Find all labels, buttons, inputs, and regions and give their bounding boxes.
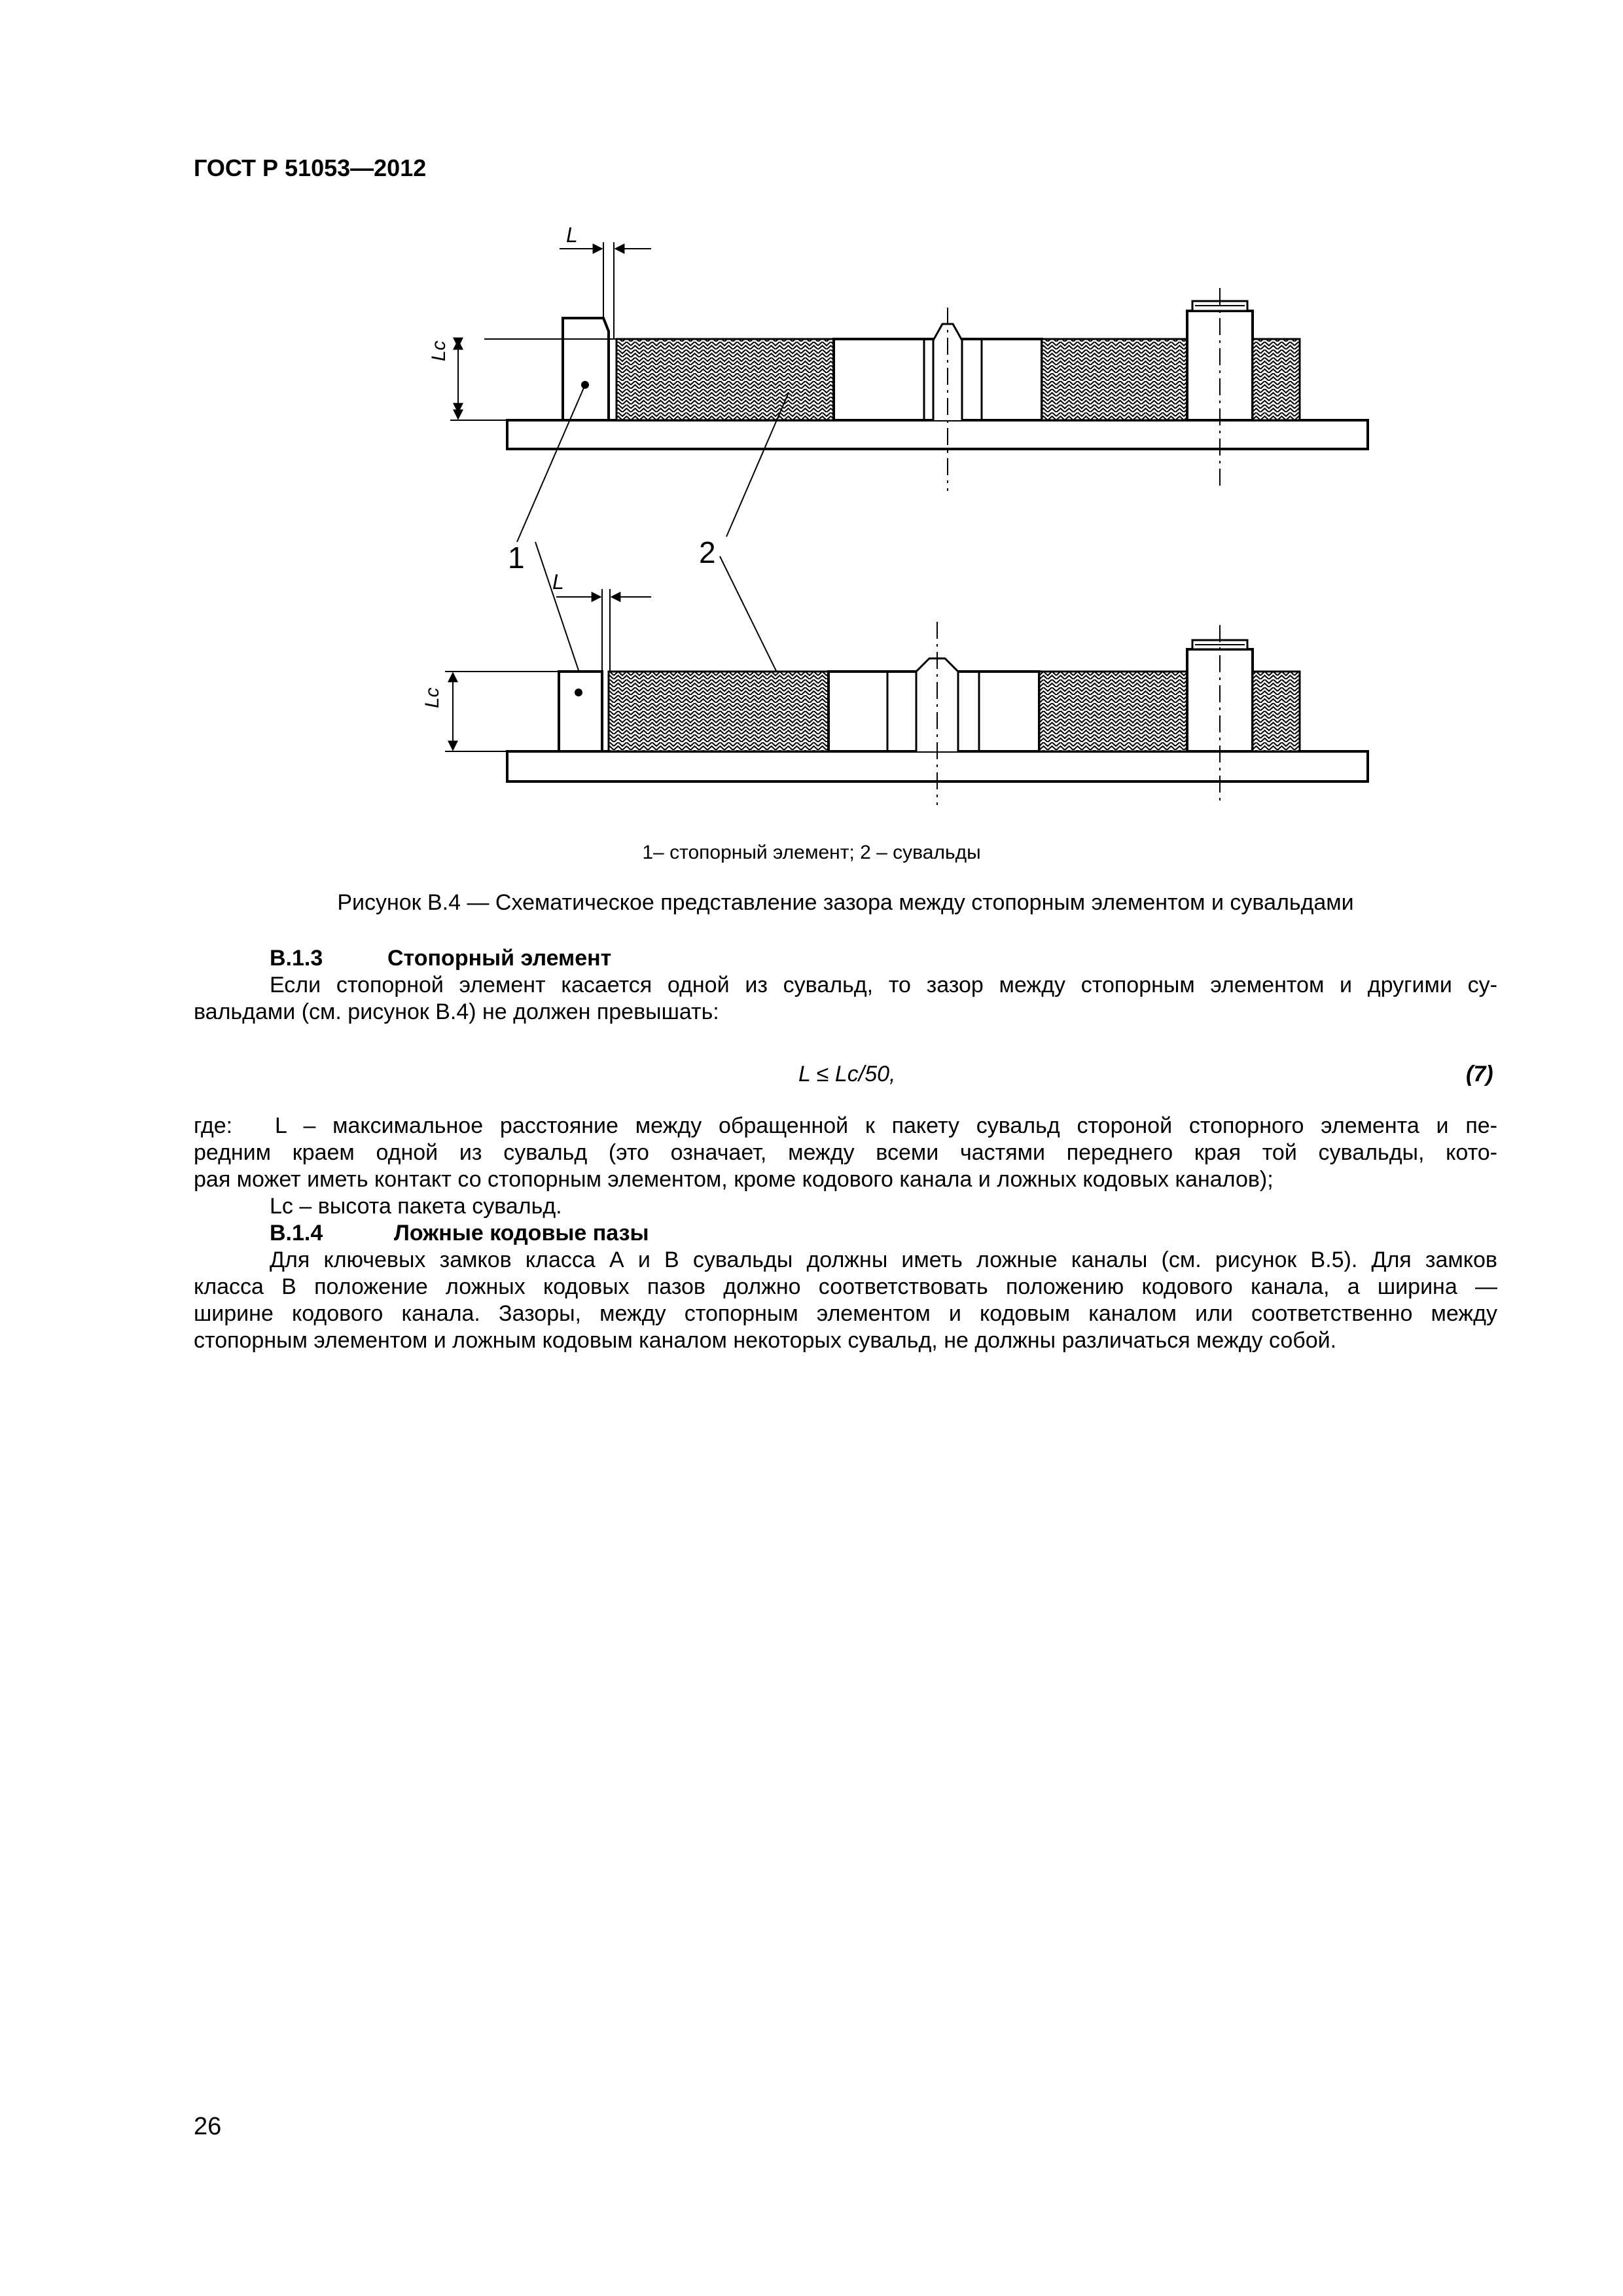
lever-pack-right	[1042, 339, 1187, 420]
definition-line: Lc – высота пакета сувальд.	[270, 1194, 562, 1219]
section-title: Стопорный элемент	[387, 946, 612, 971]
equation: L ≤ Lc/50,	[798, 1062, 896, 1086]
top-assembly	[428, 223, 1368, 491]
document-header: ГОСТ Р 51053—2012	[194, 154, 427, 181]
dim-label-L-bottom: L	[552, 570, 564, 594]
base-plate	[507, 420, 1368, 449]
leader-1-top	[517, 385, 585, 542]
dim-label-L-top: L	[566, 223, 578, 247]
paragraph-line: класса В положение ложных кодовых пазов должно соответствовать положению кодового канала, а ширина —	[194, 1274, 1497, 1299]
definition-line: рая может иметь контакт со стопорным элементом, кроме кодового канала и ложных кодовых каналов);	[194, 1167, 1274, 1192]
lever-pack-left	[616, 339, 834, 420]
stop-element	[563, 318, 609, 420]
figure-caption: Рисунок В.4 — Схематическое представление зазора между стопорным элементом и сувальдами	[337, 890, 1354, 915]
definition-line: редним краем одной из сувальд (это означает, между всеми частями переднего края той сувальды, кото-	[194, 1140, 1497, 1165]
paragraph-line: Для ключевых замков класса А и В сувальды должны иметь ложные каналы (см. рисунок В.5). Для замков	[270, 1247, 1497, 1272]
lever-pack-right-bottom	[1039, 672, 1187, 751]
stop-element-bottom	[559, 672, 602, 751]
paragraph-line: Если стопорной элемент касается одной из сувальд, то зазор между стопорным элементом и другими су-	[270, 973, 1497, 997]
callout-2: 2	[699, 535, 716, 569]
bottom-assembly	[421, 570, 1368, 805]
section-number: В.1.4	[270, 1221, 323, 1246]
lever-pack-far-right	[1253, 339, 1300, 420]
where-label: где:	[194, 1113, 233, 1138]
page-number: 26	[194, 2113, 222, 2140]
section-b14-heading	[270, 1220, 649, 1247]
section-title: Ложные кодовые пазы	[394, 1221, 649, 1246]
callout-1: 1	[508, 541, 525, 575]
dim-label-Lc-bottom: Lc	[421, 687, 443, 708]
figure-b4	[393, 216, 1387, 841]
paragraph-line: стопорным элементом и ложным кодовым каналом некоторых сувальд, не должны различаться между собой.	[194, 1328, 1337, 1353]
paragraph-line: ширине кодового канала. Зазоры, между стопорным элементом и кодовым каналом или соответственно между	[194, 1301, 1497, 1326]
dim-label-Lc-top: Lc	[428, 340, 450, 361]
lock-diagram	[393, 216, 1387, 838]
section-number: В.1.3	[270, 946, 323, 971]
leader-1-bottom	[535, 542, 582, 682]
equation-number: (7)	[1466, 1062, 1493, 1086]
figure-legend: 1– стопорный элемент; 2 – сувальды	[642, 842, 981, 863]
definition-line: L – максимальное расстояние между обращенной к пакету сувальд стороной стопорного элемента и пе-	[275, 1113, 1497, 1138]
paragraph-line: вальдами (см. рисунок В.4) не должен превышать:	[194, 999, 719, 1024]
lever-pack-left-bottom	[609, 672, 829, 751]
section-b13-heading	[270, 945, 611, 972]
